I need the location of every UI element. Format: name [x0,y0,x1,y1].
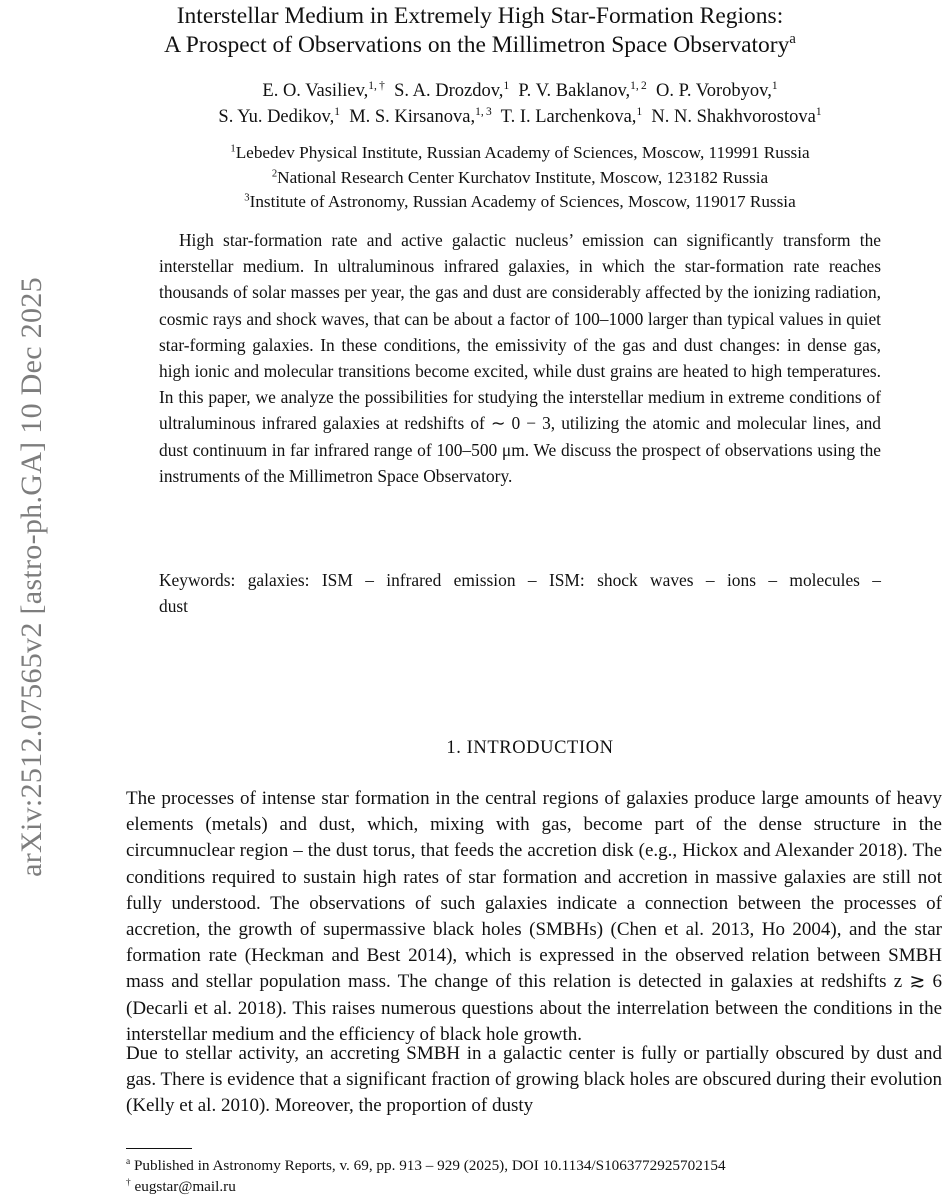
author: S. Yu. Dedikov,$^1$ [218,105,340,127]
abstract: High star-formation rate and active galactic nucleus’ emission can significantly transform the interstellar medium. In ultraluminous infrared galaxies, in which the star-formation rate reaches thousands of solar masses per year, the gas and dust are considerably affected by the ionizing radiation, cosmic rays and shock waves, that can be about a factor of 100–1000 larger than typical values in quiet star-forming galaxies. In these conditions, the emissivity of the gas and dust changes: in dense gas, high ionic and molecular transitions become excited, while dust grains are heated to high temperatures. In this paper, we analyze the possibilities for studying the interstellar medium in extreme conditions of ultraluminous infrared galaxies at redshifts of ∼ 0 − 3, utilizing the atomic and molecular lines, and dust continuum in far infrared range of 100–500 μm. We discuss the prospect of observations using the instruments of the Millimetron Space Observatory. [159,230,881,486]
title-line-1: Interstellar Medium in Extremely High Star-Formation Regions: [176,3,784,29]
paper-title [120,2,840,60]
author: O. P. Vorobyov,$^1$ [656,79,778,101]
keywords: Keywords: galaxies: ISM – infrared emission – ISM: shock waves – ions – molecules – dust [159,570,881,617]
arxiv-identifier-text: arXiv:2512.07565v2 [astro-ph.GA] 10 Dec 2025 [15,277,48,877]
arxiv-identifier-stamp [2,0,62,1200]
affiliation: $^2$National Research Center Kurchatov Institute, Moscow, 123182 Russia [271,167,769,187]
author-list [80,78,943,130]
footnotes [126,1156,942,1197]
title-footnote-mark: a [789,31,796,48]
author: T. I. Larchenkova,$^1$ [500,105,643,127]
section-heading-introduction: 1. INTRODUCTION [446,738,614,758]
body-paragraph-1: The processes of intense star formation in the central regions of galaxies produce large amounts of heavy elements (metals) and dust, which, mixing with gas, become part of the dense structure in the circumnuclear region – the dust torus, that feeds the accretion disk (e.g., Hickox and Alexander 2018). The conditions required to sustain high rates of star formation and accretion in massive galaxies are still not fully understood. The observations of such galaxies indicate a connection between the processes of accretion, the growth of supermassive black holes (SMBHs) (Chen et al. 2013, Ho 2004), and the star formation rate (Heckman and Best 2014), which is expressed in the observed relation between SMBH mass and stellar population mass. The change of this relation is detected in galaxies at redshifts z ≳ 6 (Decarli et al. 2018). This raises numerous questions about the interrelation between the conditions in the interstellar medium and the efficiency of black hole growth. [126,788,942,1045]
body-paragraph-2: Due to stellar activity, an accreting SMBH in a galactic center is fully or partially obscured by dust and gas. There is evidence that a significant fraction of growing black holes are obscured during their evolution (Kelly et al. 2010). Moreover, the proportion of dusty [126,1043,942,1117]
title-line-2 [120,31,840,60]
author: N. N. Shakhvorostova$^1$ [651,105,822,127]
author-line-2 [80,104,943,130]
affiliation: $^1$Lebedev Physical Institute, Russian Academy of Sciences, Moscow, 119991 Russia [230,143,810,162]
author-line-1 [80,78,943,104]
affiliations [80,141,943,215]
affiliation: $^3$Institute of Astronomy, Russian Academy of Sciences, Moscow, 119017 Russia [244,192,796,211]
author: M. S. Kirsanova,$^{1, 3}$ [349,105,492,127]
footnote: † eugstar@mail.ru [126,1177,236,1195]
author: S. A. Drozdov,$^1$ [394,79,510,101]
footnote: $^a$ Published in Astronomy Reports, v. 69, pp. 913 – 929 (2025), DOI 10.1134/S1063772925702154 [126,1156,726,1174]
title-line-2-text: A Prospect of Observations on the Millimetron Space Observatory [164,32,790,58]
footnote-divider [126,1148,192,1149]
author: P. V. Baklanov,$^{1, 2}$ [518,79,647,101]
author: E. O. Vasiliev,$^{1, \dagger}$ [262,79,385,101]
